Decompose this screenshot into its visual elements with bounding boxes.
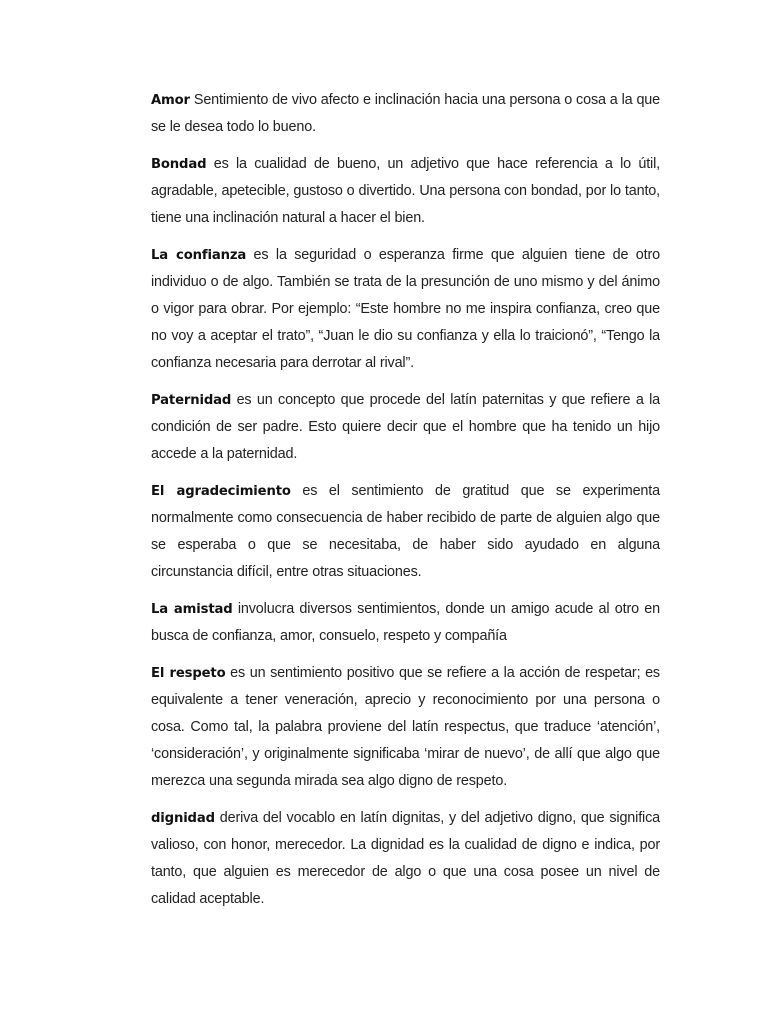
term-amor: Amor: [151, 93, 190, 108]
definition-paragraph-respeto: [151, 660, 660, 795]
definition-text-amor: Sentimiento de vivo afecto e inclinación hacia una persona o cosa a la que se le desea todo lo bueno.: [151, 92, 660, 135]
term-dignidad: dignidad: [151, 811, 215, 826]
term-amistad: La amistad: [151, 602, 233, 617]
definition-text-respeto: es un sentimiento positivo que se refiere a la acción de respetar; es equivalente a tener veneración, aprecio y reconocimiento por una persona o cosa. Como tal, la palabra proviene del latín respectus, que traduce ‘atención’, ‘consideración’, y originalmente significaba ‘mirar de nuevo’, de allí que algo que merezca una segunda mirada sea algo digno de respeto.: [151, 665, 660, 789]
term-bondad: Bondad: [151, 157, 207, 172]
definition-text-amistad: involucra diversos sentimientos, donde un amigo acude al otro en busca de confianza, amor, consuelo, respeto y compañía: [151, 601, 660, 644]
definition-text-agradecimiento: es el sentimiento de gratitud que se experimenta normalmente como consecuencia de haber recibido de parte de alguien algo que se esperaba o que se necesitaba, de haber sido ayudado en alguna circunstancia difícil, entre otras situaciones.: [151, 483, 660, 580]
term-paternidad: Paternidad: [151, 393, 232, 408]
term-respeto: El respeto: [151, 666, 226, 681]
term-agradecimiento: El agradecimiento: [151, 484, 291, 499]
definition-paragraph-amor: [151, 87, 660, 141]
definition-text-bondad: es la cualidad de bueno, un adjetivo que hace referencia a lo útil, agradable, apetecible, gustoso o divertido. Una persona con bondad, por lo tanto, tiene una inclinación natural a hacer el bien.: [151, 156, 660, 226]
document-page: [151, 87, 660, 923]
definition-paragraph-paternidad: [151, 387, 660, 468]
definition-text-paternidad: es un concepto que procede del latín paternitas y que refiere a la condición de ser padre. Esto quiere decir que el hombre que ha tenido un hijo accede a la paternidad.: [151, 392, 660, 462]
definition-paragraph-amistad: [151, 596, 660, 650]
definition-text-confianza: es la seguridad o esperanza firme que alguien tiene de otro individuo o de algo. También se trata de la presunción de uno mismo y del ánimo o vigor para obrar. Por ejemplo: “Este hombre no me inspira confianza, creo que no voy a aceptar el trato”, “Juan le dio su confianza y ella lo traicionó”, “Tengo la confianza necesaria para derrotar al rival”.: [151, 247, 660, 371]
definition-paragraph-bondad: [151, 151, 660, 232]
definition-paragraph-confianza: [151, 242, 660, 377]
definition-paragraph-dignidad: [151, 805, 660, 913]
definition-text-dignidad: deriva del vocablo en latín dignitas, y del adjetivo digno, que significa valioso, con honor, merecedor. La dignidad es la cualidad de digno e indica, por tanto, que alguien es merecedor de algo o que una cosa posee un nivel de calidad aceptable.: [151, 810, 660, 907]
definition-paragraph-agradecimiento: [151, 478, 660, 586]
term-confianza: La confianza: [151, 248, 247, 263]
